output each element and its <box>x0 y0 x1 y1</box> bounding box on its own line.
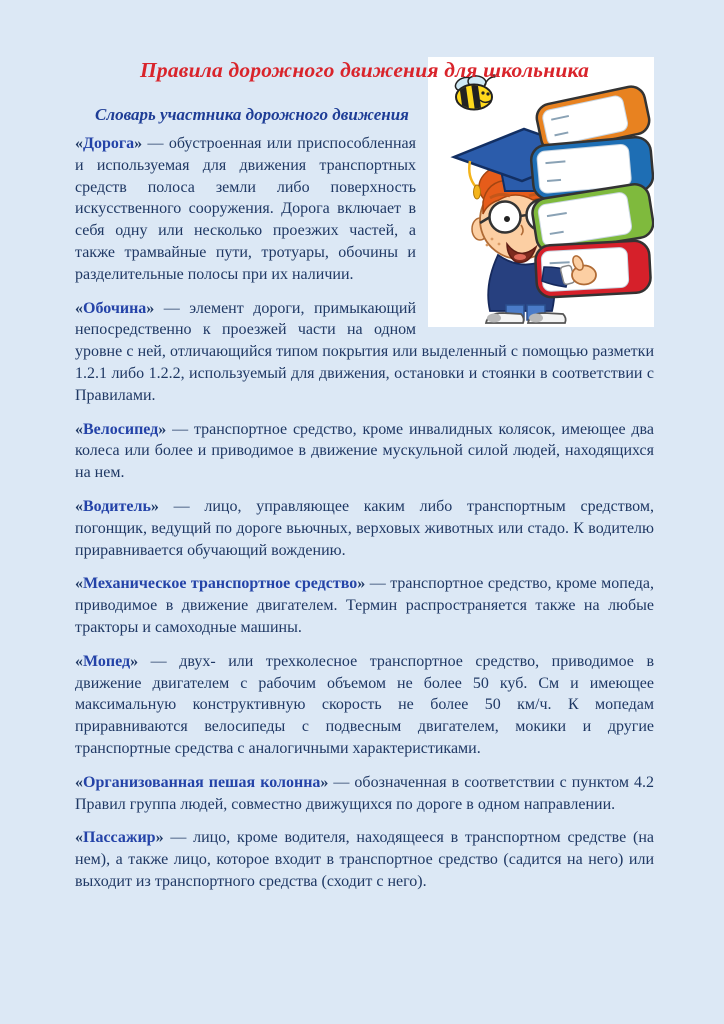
page-subtitle: Словарь участника дорожного движения <box>95 105 409 124</box>
glossary-term <box>75 498 159 515</box>
glossary-definition: — двух- или трехколесное транспортное средство, приводимое в движение двигателем с рабочим объемом не более 50 куб. См и имеющее максимальную конструктивную скорость не более 50 км/ч. К мопедам приравниваются велосипеды с подвесным двигателем, мокики и другие транспортные средства с аналогичными характеристиками. <box>75 652 655 757</box>
term-text: Дорога <box>83 135 135 152</box>
glossary-definition: — лицо, управляющее каким либо транспортным средством, погонщик, ведущий по дороге вьючных, верховых животных или стадо. К водителю приравнивается обучающий вождению. <box>75 497 654 559</box>
open-guillemet: « <box>75 829 83 847</box>
glossary-entry-peshaya-kolonna <box>75 772 654 816</box>
term-text: Пассажир <box>83 829 156 847</box>
boy-with-books-svg <box>428 57 654 327</box>
close-guillemet: » <box>130 652 139 670</box>
glossary-term <box>75 135 142 152</box>
close-guillemet: » <box>150 497 159 515</box>
open-guillemet: « <box>75 575 83 593</box>
close-guillemet: » <box>357 575 366 593</box>
glossary-definition: — транспортное средство, кроме мопеда, приводимое в движение двигателем. Термин распространяется также на любые тракторы и самоходные машины. <box>75 575 654 636</box>
open-guillemet: « <box>75 420 83 438</box>
open-guillemet: « <box>75 497 83 515</box>
close-guillemet: » <box>146 299 155 317</box>
book-stack <box>530 84 654 298</box>
glossary-definition: — транспортное средство, кроме инвалидных колясок, имеющее два колеса или более и приводимое в движение мускульной силой людей, находящихся на нем. <box>75 420 655 482</box>
glossary-entry-passazhir <box>75 827 654 892</box>
term-text: Механическое транспортное средство <box>83 575 358 593</box>
glossary-definition: — лицо, кроме водителя, находящееся в транспортном средстве (на нем), а также лицо, которое входит в транспортное средство (садится на него) или выходит из транспортного средства (сходит с него). <box>75 829 655 890</box>
close-guillemet: » <box>320 773 329 791</box>
glossary-definition: — обозначенная в соответствии с пунктом 4.2 Правил группа людей, совместно движущихся по дороге в одном направлении. <box>75 773 654 813</box>
glossary-term <box>75 300 154 317</box>
glossary-entry-moped <box>75 651 654 760</box>
close-guillemet: » <box>158 420 167 438</box>
close-guillemet: » <box>134 135 143 152</box>
open-guillemet: « <box>75 652 83 670</box>
glossary-definition: — обустроенная или приспособленная и используемая для движения транспортных средств полоса земли либо поверхность искусственного сооружения. Дорога включает в себя одну или несколько проезжих частей, а также трамвайные пути, тротуары, обочины и разделительные полосы при их наличии. <box>75 135 416 283</box>
glossary-term <box>75 575 365 592</box>
glossary-definition: — элемент дороги, примыкающий непосредственно к проезжей части на одном уровне с ней, отличающийся типом покрытия или выделенный с помощью разметки 1.2.1 либо 1.2.2, используемый для движения, остановки и стоянки в соответствии с Правилами. <box>75 299 654 404</box>
close-guillemet: » <box>155 829 164 847</box>
term-text: Водитель <box>83 497 151 515</box>
glossary-term <box>75 774 328 791</box>
glossary-entry-voditel <box>75 496 654 561</box>
term-text: Организованная пешая колонна <box>83 773 321 791</box>
boy-with-books-illustration <box>428 57 654 327</box>
glossary-term <box>75 829 164 846</box>
glossary-entry-mehanicheskoe-ts <box>75 573 654 638</box>
term-text: Мопед <box>83 652 131 670</box>
term-text: Велосипед <box>83 420 159 438</box>
open-guillemet: « <box>75 299 83 317</box>
glossary-term <box>75 421 166 438</box>
open-guillemet: « <box>75 773 83 791</box>
glossary-entry-velosiped <box>75 419 654 484</box>
term-text: Обочина <box>83 299 147 317</box>
glossary-term <box>75 653 138 670</box>
page-title: Правила дорожного движения для школьника <box>139 58 590 82</box>
open-guillemet: « <box>75 135 83 152</box>
